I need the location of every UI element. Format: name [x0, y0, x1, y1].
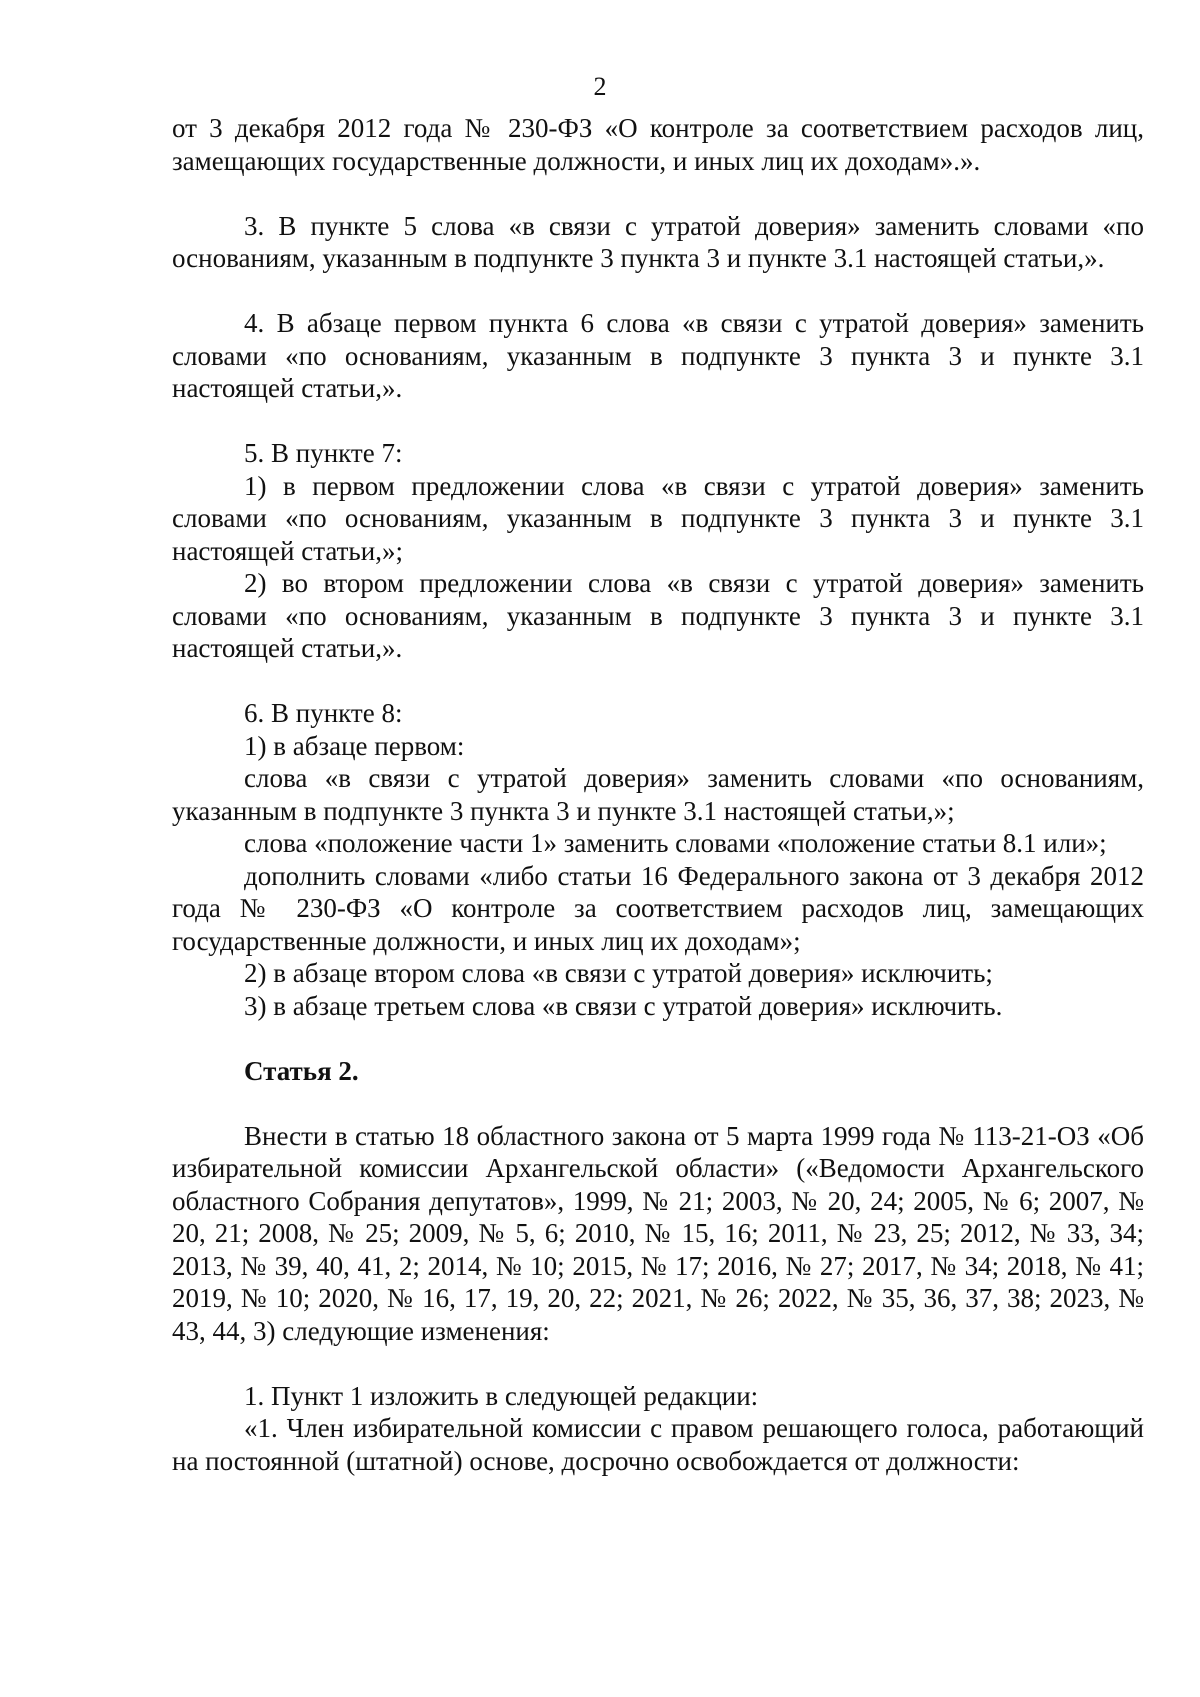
paragraph-item-6-sub-1-c: дополнить словами «либо статьи 16 Федерального закона от 3 декабря 2012 года № 230-ФЗ «О контроле за соответствием расходов лиц, замещающих государственные должности, и иных лиц их доходам»; [172, 860, 1144, 956]
paragraph-item-6-sub-1-a: слова «в связи с утратой доверия» заменить словами «по основаниям, указанным в подпункте 3 пункта 3 и пункте 3.1 настоящей статьи,»; [172, 763, 1144, 826]
paragraph-continuation: от 3 декабря 2012 года № 230-ФЗ «О контроле за соответствием расходов лиц, замещающих государственные должности, и иных лиц их доходам».». [172, 113, 1144, 176]
paragraph-article-2-quote: «1. Член избирательной комиссии с правом решающего голоса, работающий на постоянной (штатной) основе, досрочно освобождается от должности: [172, 1413, 1144, 1476]
paragraph-item-6-sub-1-b: слова «положение части 1» заменить словами «положение статьи 8.1 или»; [244, 828, 1107, 858]
paragraph-article-2-intro: Внести в статью 18 областного закона от 5 марта 1999 года № 113-21-ОЗ «Об избирательной комиссии Архангельской области» («Ведомости Архангельского областного Собрания депутатов», 1999, № 21; 2003, № 20, 24; 2005, № 6; 2007, № 20, 21; 2008, № 25; 2009, № 5, 6; 2010, № 15, 16; 2011, № 23, 25; 2012, № 33, 34; 2013, № 39, 40, 41, 2; 2014, № 10; 2015, № 17; 2016, № 27; 2017, № 34; 2018, № 41; 2019, № 10; 2020, № 16, 17, 19, 20, 22; 2021, № 26; 2022, № 35, 36, 37, 38; 2023, № 43, 44, 3) следующие изменения: [172, 1120, 1144, 1346]
page-number: 2 [593, 72, 607, 101]
paragraph-article-2-item-1: 1. Пункт 1 изложить в следующей редакции: [244, 1380, 759, 1411]
paragraph-item-6: 6. В пункте 8: [244, 698, 403, 728]
document-body [172, 112, 1144, 1477]
paragraph-item-3: 3. В пункте 5 слова «в связи с утратой доверия» заменить словами «по основаниям, указанным в подпункте 3 пункта 3 и пункте 3.1 настоящей статьи,». [172, 210, 1144, 273]
paragraph-item-4: 4. В абзаце первом пункта 6 слова «в связи с утратой доверия» заменить словами «по основаниям, указанным в подпункте 3 пункта 3 и пункте 3.1 настоящей статьи,». [172, 308, 1144, 403]
paragraph-item-5: 5. В пункте 7: [244, 438, 403, 468]
paragraph-item-6-sub-3: 3) в абзаце третьем слова «в связи с утратой доверия» исключить. [244, 990, 1003, 1021]
paragraph-item-5-sub-2: 2) во втором предложении слова «в связи с утратой доверия» заменить словами «по основаниям, указанным в подпункте 3 пункта 3 и пункте 3.1 настоящей статьи,». [172, 568, 1144, 663]
paragraph-item-5-sub-1: 1) в первом предложении слова «в связи с утратой доверия» заменить словами «по основаниям, указанным в подпункте 3 пункта 3 и пункте 3.1 настоящей статьи,»; [172, 470, 1144, 566]
paragraph-item-6-sub-2: 2) в абзаце втором слова «в связи с утратой доверия» исключить; [244, 958, 993, 988]
article-heading: Статья 2. [244, 1055, 359, 1086]
paragraph-item-6-sub-1: 1) в абзаце первом: [244, 730, 465, 761]
